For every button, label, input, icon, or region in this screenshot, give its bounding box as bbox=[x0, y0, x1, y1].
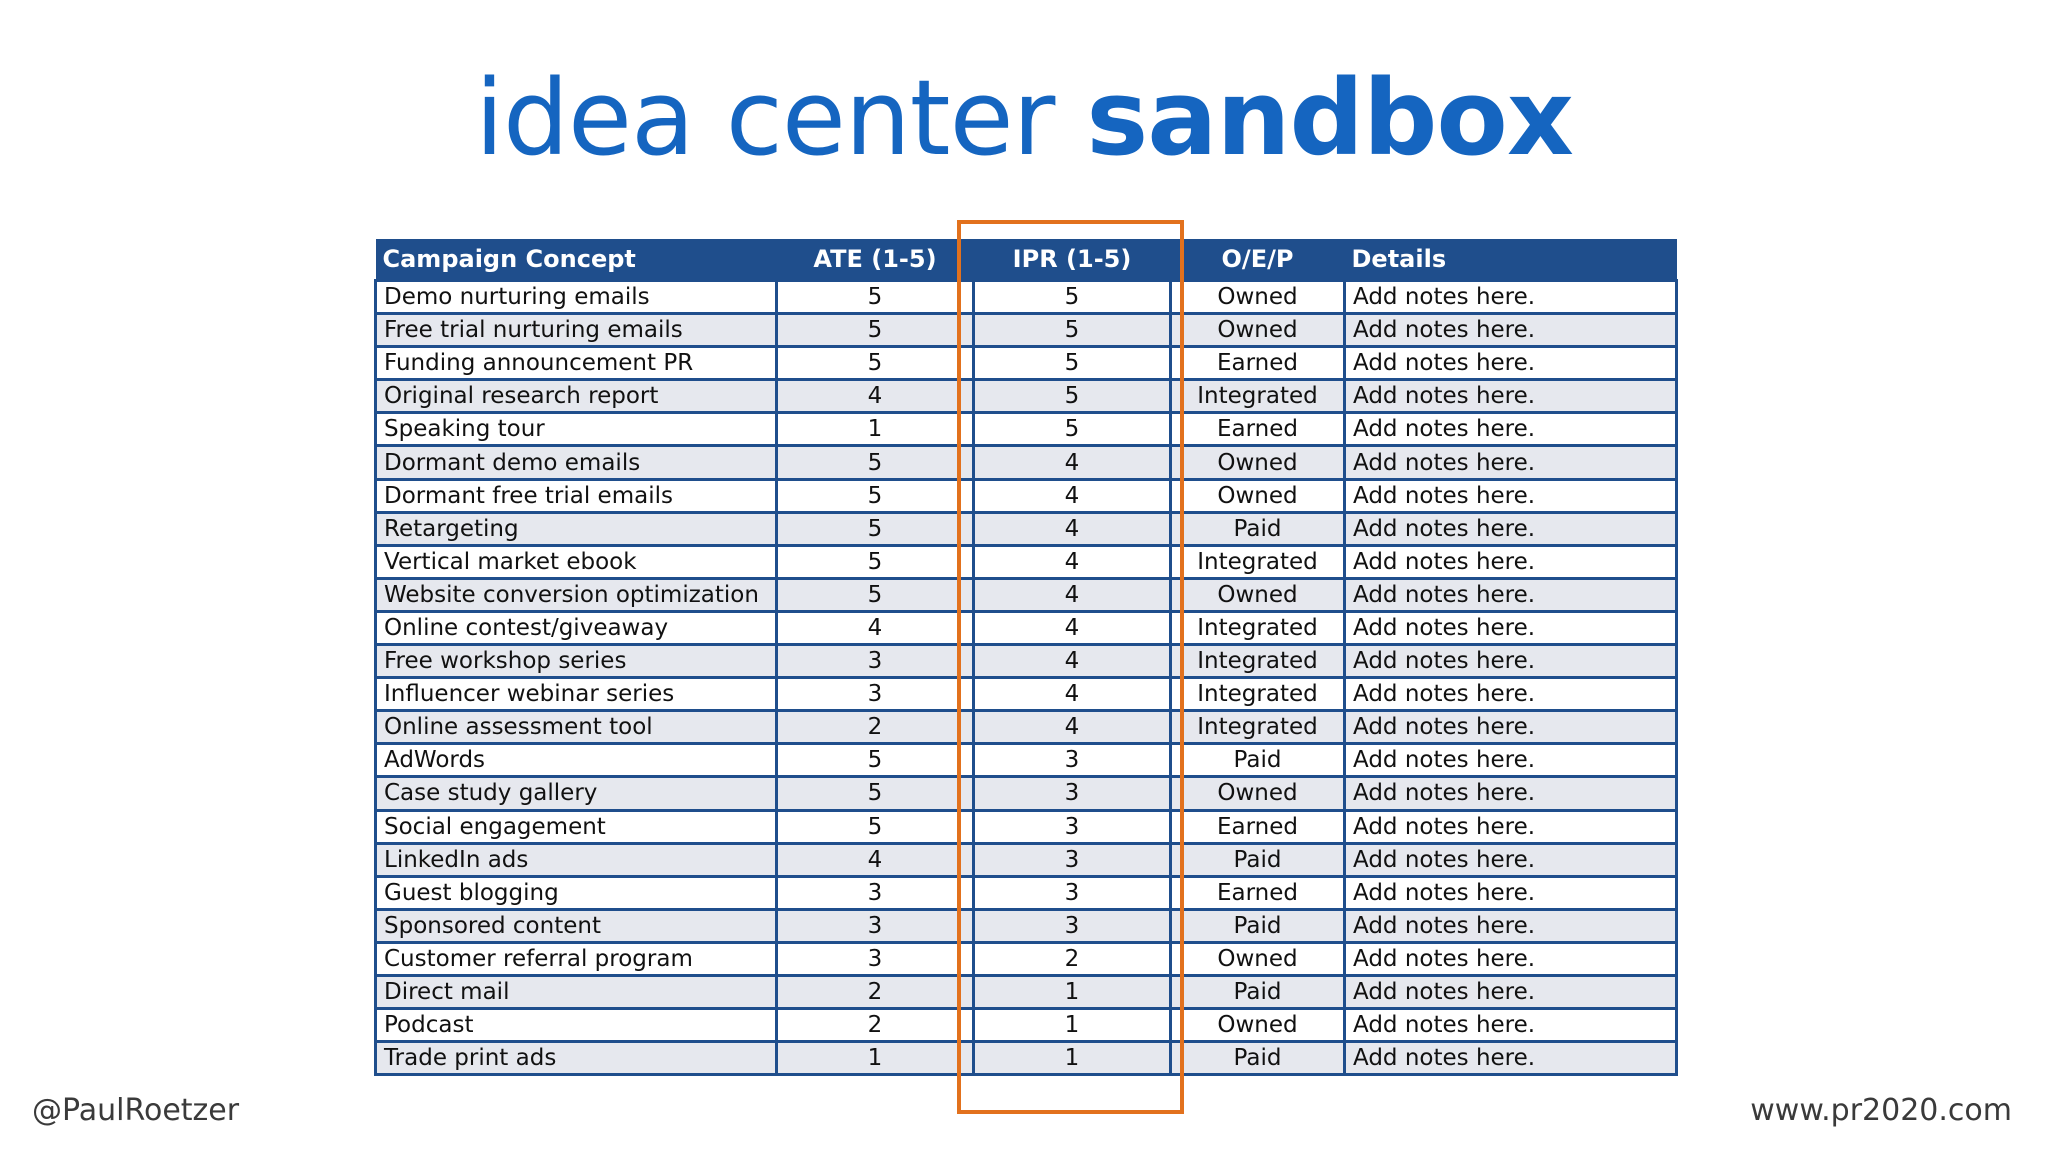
cell-ipr: 4 bbox=[974, 479, 1171, 512]
cell-oep: Integrated bbox=[1171, 545, 1345, 578]
table-row bbox=[376, 413, 1677, 446]
cell-campaign-concept: LinkedIn ads bbox=[376, 843, 777, 876]
cell-details: Add notes here. bbox=[1345, 744, 1677, 777]
table-row bbox=[376, 380, 1677, 413]
cell-campaign-concept: Online contest/giveaway bbox=[376, 611, 777, 644]
cell-ipr: 5 bbox=[974, 413, 1171, 446]
cell-ipr: 3 bbox=[974, 777, 1171, 810]
cell-ipr: 5 bbox=[974, 281, 1171, 314]
cell-ipr: 3 bbox=[974, 876, 1171, 909]
cell-oep: Owned bbox=[1171, 777, 1345, 810]
cell-ipr: 4 bbox=[974, 578, 1171, 611]
cell-campaign-concept: Speaking tour bbox=[376, 413, 777, 446]
table-row bbox=[376, 479, 1677, 512]
cell-ipr: 5 bbox=[974, 314, 1171, 347]
cell-details: Add notes here. bbox=[1345, 843, 1677, 876]
cell-details: Add notes here. bbox=[1345, 314, 1677, 347]
cell-ipr: 3 bbox=[974, 744, 1171, 777]
cell-oep: Owned bbox=[1171, 1009, 1345, 1042]
cell-ipr: 5 bbox=[974, 380, 1171, 413]
cell-ate: 5 bbox=[777, 446, 974, 479]
cell-ate: 5 bbox=[777, 810, 974, 843]
cell-ate: 1 bbox=[777, 1042, 974, 1075]
cell-ate: 2 bbox=[777, 1009, 974, 1042]
cell-oep: Owned bbox=[1171, 578, 1345, 611]
cell-details: Add notes here. bbox=[1345, 678, 1677, 711]
table-row bbox=[376, 777, 1677, 810]
cell-ipr: 3 bbox=[974, 843, 1171, 876]
cell-ate: 1 bbox=[777, 413, 974, 446]
cell-ipr: 4 bbox=[974, 512, 1171, 545]
cell-details: Add notes here. bbox=[1345, 611, 1677, 644]
website-url: www.pr2020.com bbox=[1750, 1093, 2012, 1128]
cell-details: Add notes here. bbox=[1345, 545, 1677, 578]
cell-details: Add notes here. bbox=[1345, 578, 1677, 611]
cell-ipr: 3 bbox=[974, 810, 1171, 843]
cell-oep: Earned bbox=[1171, 810, 1345, 843]
cell-campaign-concept: Vertical market ebook bbox=[376, 545, 777, 578]
cell-details: Add notes here. bbox=[1345, 909, 1677, 942]
cell-details: Add notes here. bbox=[1345, 942, 1677, 975]
header-ate: ATE (1-5) bbox=[777, 239, 974, 281]
cell-details: Add notes here. bbox=[1345, 512, 1677, 545]
header-oep: O/E/P bbox=[1171, 239, 1345, 281]
cell-ate: 5 bbox=[777, 545, 974, 578]
cell-oep: Paid bbox=[1171, 1042, 1345, 1075]
slide-title bbox=[0, 58, 2048, 178]
cell-campaign-concept: Podcast bbox=[376, 1009, 777, 1042]
table-row bbox=[376, 281, 1677, 314]
cell-ate: 5 bbox=[777, 512, 974, 545]
cell-campaign-concept: Retargeting bbox=[376, 512, 777, 545]
cell-ipr: 4 bbox=[974, 711, 1171, 744]
cell-details: Add notes here. bbox=[1345, 975, 1677, 1008]
cell-details: Add notes here. bbox=[1345, 347, 1677, 380]
table-row bbox=[376, 1042, 1677, 1075]
cell-campaign-concept: Dormant free trial emails bbox=[376, 479, 777, 512]
cell-campaign-concept: Direct mail bbox=[376, 975, 777, 1008]
table-row bbox=[376, 512, 1677, 545]
cell-oep: Integrated bbox=[1171, 711, 1345, 744]
table-row bbox=[376, 744, 1677, 777]
cell-campaign-concept: Trade print ads bbox=[376, 1042, 777, 1075]
cell-details: Add notes here. bbox=[1345, 876, 1677, 909]
cell-ate: 2 bbox=[777, 975, 974, 1008]
title-light-text: idea center bbox=[475, 57, 1087, 179]
cell-ate: 3 bbox=[777, 678, 974, 711]
table-row bbox=[376, 810, 1677, 843]
cell-oep: Owned bbox=[1171, 314, 1345, 347]
cell-ipr: 4 bbox=[974, 678, 1171, 711]
cell-details: Add notes here. bbox=[1345, 1009, 1677, 1042]
cell-ipr: 2 bbox=[974, 942, 1171, 975]
cell-ate: 3 bbox=[777, 942, 974, 975]
table-header-row bbox=[376, 239, 1677, 281]
table-row bbox=[376, 909, 1677, 942]
cell-ate: 3 bbox=[777, 909, 974, 942]
cell-campaign-concept: Demo nurturing emails bbox=[376, 281, 777, 314]
cell-ate: 4 bbox=[777, 611, 974, 644]
table-row bbox=[376, 843, 1677, 876]
table-row bbox=[376, 678, 1677, 711]
cell-campaign-concept: Free workshop series bbox=[376, 645, 777, 678]
table-row bbox=[376, 446, 1677, 479]
cell-ate: 2 bbox=[777, 711, 974, 744]
cell-oep: Integrated bbox=[1171, 678, 1345, 711]
cell-ate: 5 bbox=[777, 347, 974, 380]
cell-oep: Integrated bbox=[1171, 380, 1345, 413]
cell-campaign-concept: Case study gallery bbox=[376, 777, 777, 810]
cell-details: Add notes here. bbox=[1345, 810, 1677, 843]
cell-oep: Paid bbox=[1171, 744, 1345, 777]
cell-ate: 5 bbox=[777, 744, 974, 777]
cell-details: Add notes here. bbox=[1345, 413, 1677, 446]
cell-ate: 4 bbox=[777, 843, 974, 876]
cell-oep: Paid bbox=[1171, 512, 1345, 545]
cell-oep: Earned bbox=[1171, 347, 1345, 380]
header-campaign-concept: Campaign Concept bbox=[376, 239, 777, 281]
cell-ipr: 1 bbox=[974, 1042, 1171, 1075]
campaign-table-container bbox=[374, 239, 1675, 1076]
cell-ipr: 4 bbox=[974, 611, 1171, 644]
title-bold-text: sandbox bbox=[1086, 57, 1573, 179]
cell-oep: Owned bbox=[1171, 446, 1345, 479]
table-row bbox=[376, 611, 1677, 644]
cell-campaign-concept: Original research report bbox=[376, 380, 777, 413]
cell-details: Add notes here. bbox=[1345, 281, 1677, 314]
cell-ipr: 3 bbox=[974, 909, 1171, 942]
cell-campaign-concept: Customer referral program bbox=[376, 942, 777, 975]
table-row bbox=[376, 1009, 1677, 1042]
cell-oep: Earned bbox=[1171, 876, 1345, 909]
cell-details: Add notes here. bbox=[1345, 446, 1677, 479]
cell-details: Add notes here. bbox=[1345, 1042, 1677, 1075]
campaign-table bbox=[374, 239, 1678, 1076]
cell-oep: Integrated bbox=[1171, 611, 1345, 644]
table-row bbox=[376, 314, 1677, 347]
cell-campaign-concept: Online assessment tool bbox=[376, 711, 777, 744]
cell-oep: Integrated bbox=[1171, 645, 1345, 678]
cell-oep: Owned bbox=[1171, 942, 1345, 975]
cell-ipr: 4 bbox=[974, 446, 1171, 479]
cell-ipr: 1 bbox=[974, 975, 1171, 1008]
cell-campaign-concept: AdWords bbox=[376, 744, 777, 777]
header-details: Details bbox=[1345, 239, 1677, 281]
cell-campaign-concept: Free trial nurturing emails bbox=[376, 314, 777, 347]
cell-campaign-concept: Social engagement bbox=[376, 810, 777, 843]
cell-ipr: 1 bbox=[974, 1009, 1171, 1042]
cell-campaign-concept: Sponsored content bbox=[376, 909, 777, 942]
table-row bbox=[376, 876, 1677, 909]
table-row bbox=[376, 711, 1677, 744]
cell-details: Add notes here. bbox=[1345, 645, 1677, 678]
cell-details: Add notes here. bbox=[1345, 479, 1677, 512]
cell-oep: Paid bbox=[1171, 843, 1345, 876]
cell-ipr: 5 bbox=[974, 347, 1171, 380]
cell-details: Add notes here. bbox=[1345, 380, 1677, 413]
cell-oep: Owned bbox=[1171, 479, 1345, 512]
cell-ipr: 4 bbox=[974, 545, 1171, 578]
cell-ate: 5 bbox=[777, 314, 974, 347]
table-row bbox=[376, 545, 1677, 578]
cell-campaign-concept: Influencer webinar series bbox=[376, 678, 777, 711]
cell-ipr: 4 bbox=[974, 645, 1171, 678]
cell-campaign-concept: Guest blogging bbox=[376, 876, 777, 909]
table-row bbox=[376, 578, 1677, 611]
table-body bbox=[376, 281, 1677, 1075]
cell-ate: 5 bbox=[777, 479, 974, 512]
cell-details: Add notes here. bbox=[1345, 777, 1677, 810]
table-row bbox=[376, 975, 1677, 1008]
table-row bbox=[376, 942, 1677, 975]
cell-campaign-concept: Dormant demo emails bbox=[376, 446, 777, 479]
cell-oep: Earned bbox=[1171, 413, 1345, 446]
cell-oep: Paid bbox=[1171, 975, 1345, 1008]
table-row bbox=[376, 645, 1677, 678]
twitter-handle: @PaulRoetzer bbox=[32, 1093, 240, 1128]
cell-oep: Owned bbox=[1171, 281, 1345, 314]
cell-ate: 5 bbox=[777, 281, 974, 314]
header-ipr: IPR (1-5) bbox=[974, 239, 1171, 281]
cell-ate: 5 bbox=[777, 578, 974, 611]
cell-ate: 5 bbox=[777, 777, 974, 810]
cell-oep: Paid bbox=[1171, 909, 1345, 942]
cell-campaign-concept: Website conversion optimization bbox=[376, 578, 777, 611]
table-row bbox=[376, 347, 1677, 380]
cell-ate: 3 bbox=[777, 876, 974, 909]
cell-details: Add notes here. bbox=[1345, 711, 1677, 744]
cell-campaign-concept: Funding announcement PR bbox=[376, 347, 777, 380]
cell-ate: 3 bbox=[777, 645, 974, 678]
cell-ate: 4 bbox=[777, 380, 974, 413]
